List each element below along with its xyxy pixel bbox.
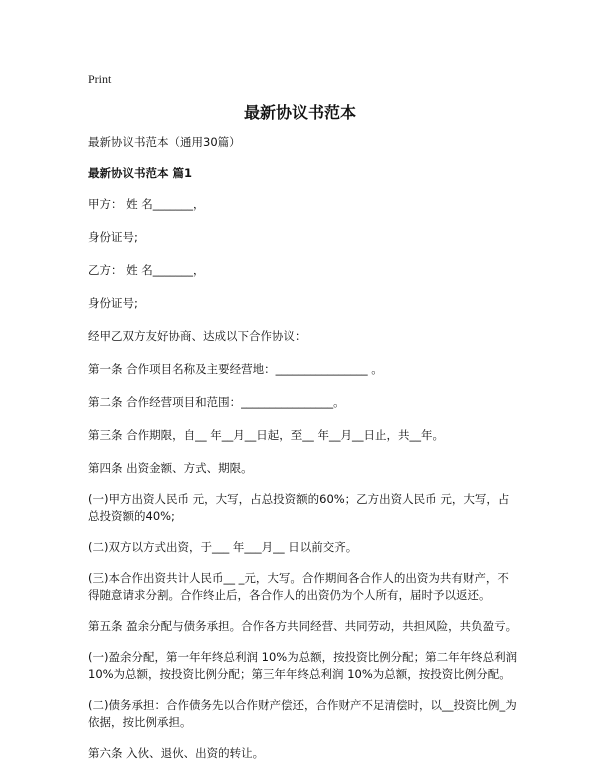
paragraph-article-4-2: (二)双方以方式出资，于___ 年___月__ 日以前交齐。 — [88, 540, 358, 554]
paragraph-article-4-1: (一)甲方出资人民币 元，大写，占总投资额的60%；乙方出资人民币 元，大写，占总投资额的40%; — [88, 492, 510, 523]
section-heading: 最新协议书范本 篇1 — [88, 166, 193, 180]
paragraph-article-4: 第四条 出资金额、方式、期限。 — [88, 461, 253, 475]
paragraph-id-a: 身份证号; — [88, 230, 138, 244]
paragraph-article-4-3: (三)本合作出资共计人民币__ _元，大写。合作期间各合作人的出资为共有财产，不得随意请求分割。合作终止后，各合作人的出资仍为个人所有，届时予以返还。 — [88, 571, 509, 602]
paragraph-id-b: 身份证号; — [88, 296, 138, 310]
document-body — [88, 132, 518, 762]
document-title: 最新协议书范本 — [243, 103, 356, 122]
paragraph-article-5-1: (一)盈余分配，第一年年终总利润 10%为总额，按投资比例分配；第二年年终总利润 10%为总额，按投资比例分配；第三年年终总利润 10%为总额，按投资比例分配。 — [88, 650, 518, 681]
paragraph-preamble: 经甲乙双方友好协商、达成以下合作协议： — [88, 329, 307, 343]
paragraph-article-2: 第二条 合作经营项目和范围：________________。 — [88, 395, 345, 409]
paragraph-party-a: 甲方： 姓 名_______， — [88, 197, 205, 211]
paragraph-party-b: 乙方： 姓 名_______， — [88, 263, 205, 277]
document-subtitle: 最新协议书范本（通用30篇） — [88, 135, 241, 149]
paragraph-article-5: 第五条 盈余分配与债务承担。合作各方共同经营、共同劳动，共担风险，共负盈亏。 — [88, 619, 518, 633]
paragraph-article-6: 第六条 入伙、退伙、出资的转让。 — [88, 746, 265, 760]
print-link[interactable]: Print — [88, 72, 112, 86]
paragraph-article-3: 第三条 合作期限，自__ 年__月__日起，至__ 年__月__日止，共__年。 — [88, 428, 444, 442]
paragraph-article-1: 第一条 合作项目名称及主要经营地：________________ 。 — [88, 362, 383, 376]
paragraph-article-5-2: (二)债务承担：合作债务先以合作财产偿还，合作财产不足清偿时，以__投资比例_为依据，按比例承担。 — [88, 698, 517, 729]
